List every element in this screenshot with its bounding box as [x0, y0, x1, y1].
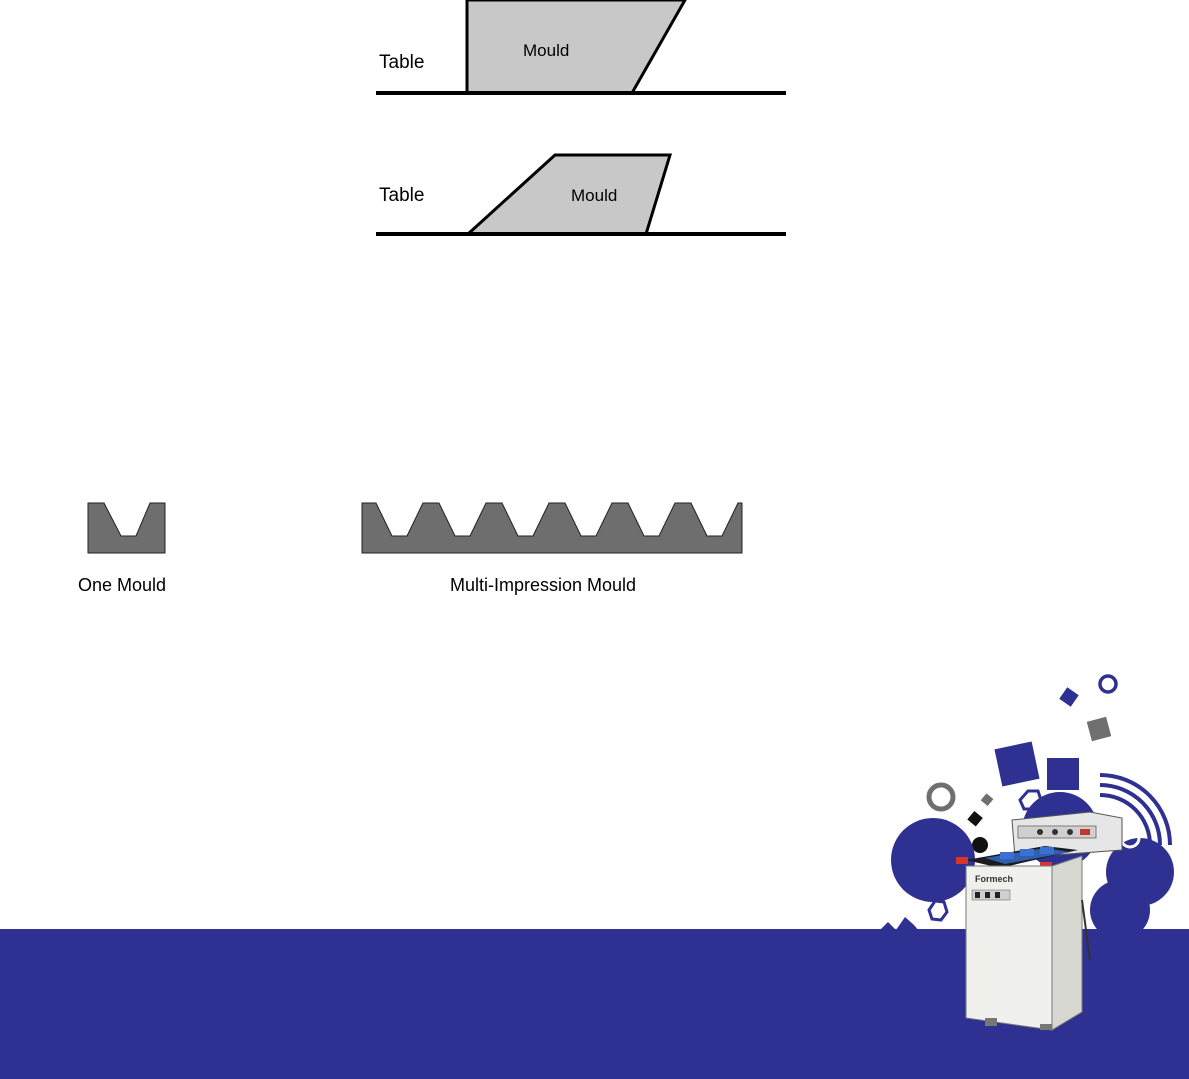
- multi-impression-mould-figure: [362, 503, 742, 595]
- top-mould-label: Mould: [523, 41, 570, 60]
- multi-impression-mould-caption: Multi-Impression Mould: [450, 575, 637, 595]
- grey-ring-icon: [929, 785, 953, 809]
- bottom-mould-label: Mould: [571, 186, 618, 205]
- top-table-label: Table: [379, 52, 425, 73]
- black-dot-icon: [972, 837, 988, 853]
- machine-handle-left: [956, 857, 968, 864]
- bottom-mould-shape: [468, 155, 670, 234]
- machine-brand-label: Formech: [975, 874, 1014, 884]
- blue-ring-icon: [1100, 676, 1116, 692]
- one-mould-shape: [88, 503, 165, 553]
- bottom-mould-figure: [376, 155, 786, 234]
- machine-foot-right: [1040, 1024, 1052, 1030]
- black-diamond-icon: [967, 811, 982, 826]
- multi-impression-mould-shape: [362, 503, 742, 553]
- machine-foot-left: [985, 1018, 997, 1026]
- top-mould-figure: [376, 0, 786, 93]
- one-mould-caption: One Mould: [78, 575, 167, 595]
- hexagon-outline-icon: [929, 901, 947, 920]
- grey-square-icon: [1087, 717, 1111, 741]
- blue-square-medium-icon: [1047, 758, 1079, 790]
- one-mould-figure: [78, 503, 166, 595]
- top-mould-shape: [467, 0, 685, 93]
- blue-square-large-icon: [994, 741, 1039, 786]
- machine-cabinet-side: [1052, 856, 1082, 1030]
- blue-square-icon: [1059, 687, 1078, 706]
- grey-diamond-icon: [981, 793, 994, 806]
- bottom-table-label: Table: [379, 185, 425, 206]
